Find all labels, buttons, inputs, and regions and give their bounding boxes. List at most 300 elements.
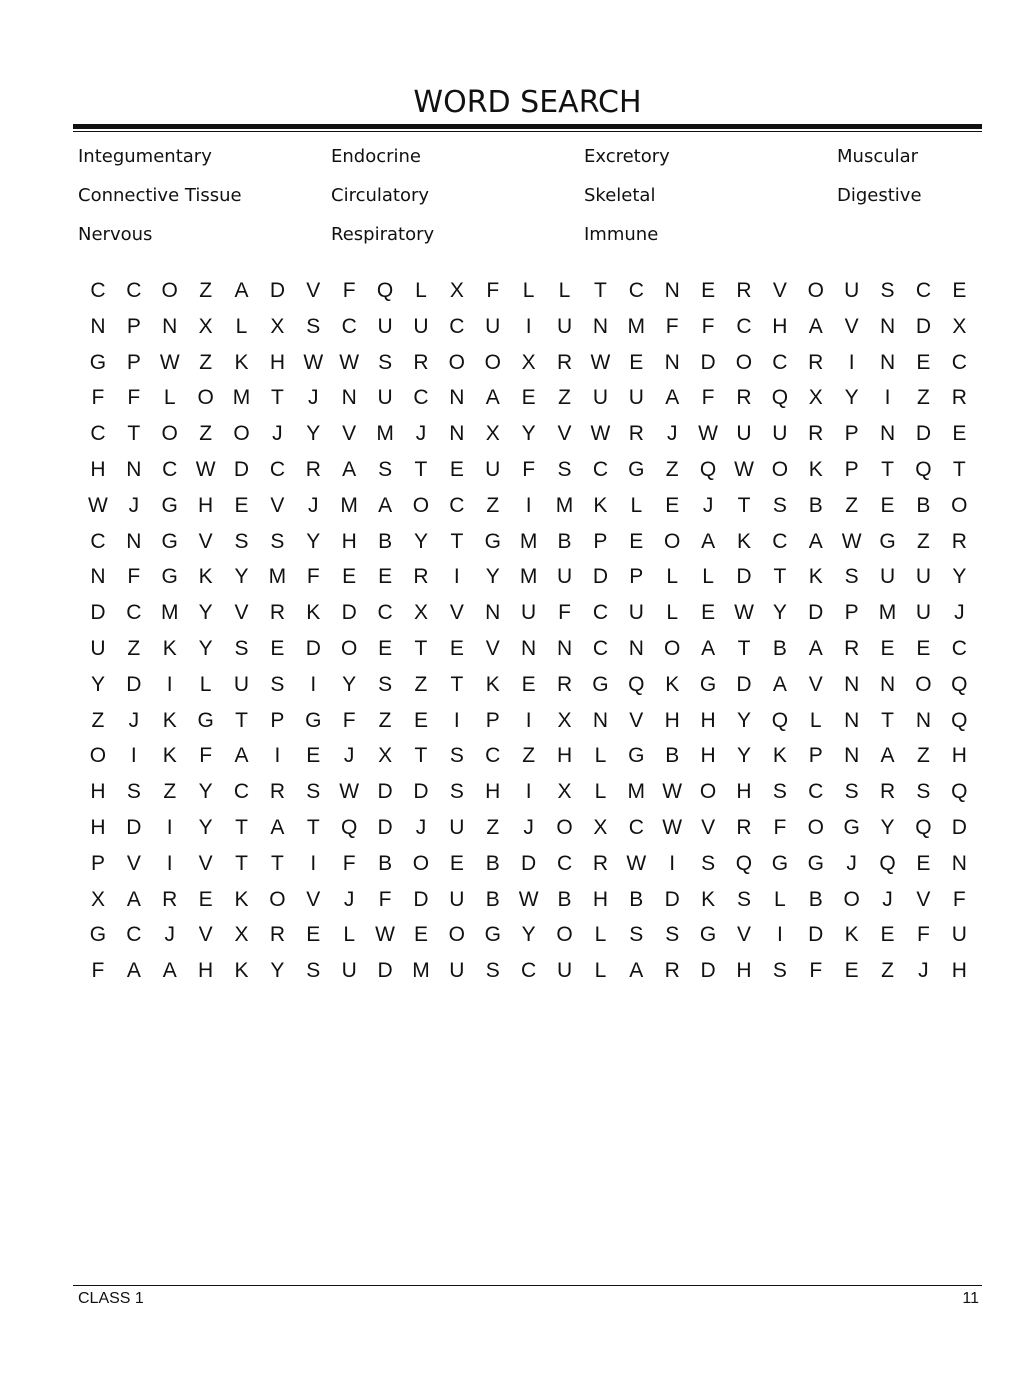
grid-letter: K [234, 959, 249, 983]
grid-letter: O [341, 636, 358, 660]
grid-letter: D [377, 815, 393, 839]
grid-letter: F [127, 386, 141, 410]
grid-letter: G [879, 529, 896, 553]
grid-letter: E [449, 457, 464, 481]
grid-letter: O [951, 493, 968, 517]
grid-letter: Z [917, 529, 930, 553]
grid-letter: B [808, 887, 823, 911]
grid-letter: H [90, 457, 106, 481]
grid-letter: D [700, 959, 716, 983]
grid-letter: D [341, 601, 357, 625]
grid-letter: X [593, 815, 608, 839]
grid-letter: L [343, 923, 356, 947]
grid-letter: N [449, 422, 465, 446]
grid-letter: S [270, 672, 285, 696]
grid-letter: C [592, 636, 608, 660]
grid-letter: I [525, 493, 532, 517]
grid-letter: E [952, 422, 967, 446]
grid-letter: W [195, 457, 216, 481]
grid-letter: F [522, 457, 536, 481]
grid-letter: P [270, 708, 285, 732]
grid-letter: X [198, 314, 213, 338]
grid-letter: S [306, 780, 321, 804]
grid-letter: K [306, 601, 321, 625]
grid-letter: O [161, 279, 178, 302]
grid-letter: E [844, 959, 859, 983]
grid-letter: P [485, 708, 500, 732]
grid-letter: I [525, 314, 532, 338]
grid-letter: H [736, 780, 752, 804]
grid-letter: I [310, 851, 317, 875]
grid-letter: B [378, 851, 393, 875]
grid-letter: A [234, 744, 249, 768]
grid-letter: C [90, 422, 106, 446]
grid-letter: S [270, 529, 285, 553]
grid-letter: X [808, 386, 823, 410]
grid-letter: K [234, 350, 249, 374]
grid-letter: W [626, 851, 647, 875]
grid-letter: T [737, 493, 751, 517]
grid-letter: G [89, 923, 107, 947]
grid-letter: F [701, 314, 715, 338]
grid-letter: T [952, 457, 966, 481]
grid-letter: H [951, 744, 967, 768]
grid-letter: Z [522, 744, 536, 768]
grid-letter: M [232, 386, 251, 410]
grid-letter: N [521, 636, 537, 660]
grid-letter: B [808, 493, 823, 517]
grid-letter: E [270, 636, 285, 660]
grid-letter: Y [521, 923, 536, 947]
grid-letter: E [342, 565, 357, 589]
grid-letter: P [90, 851, 105, 875]
grid-letter: R [808, 422, 824, 446]
grid-letter: E [413, 923, 428, 947]
grid-letter: Q [879, 851, 896, 875]
grid-letter: R [879, 780, 896, 804]
grid-letter: L [702, 565, 714, 589]
grid-letter: J [523, 815, 534, 839]
grid-letter: K [162, 708, 177, 732]
grid-letter: B [665, 744, 680, 768]
grid-letter: U [844, 279, 860, 302]
grid-letter: N [879, 350, 896, 374]
grid-letter: M [555, 493, 574, 517]
grid-letter: T [737, 636, 751, 660]
grid-letter: Z [558, 386, 571, 410]
grid-letter: Z [127, 636, 141, 660]
grid-letter: V [844, 314, 859, 338]
grid-letter: S [629, 923, 644, 947]
grid-letter: H [556, 744, 573, 768]
grid-letter: E [449, 851, 464, 875]
grid-letter: B [629, 887, 644, 911]
grid-letter: F [199, 744, 213, 768]
grid-letter: W [159, 350, 180, 374]
grid-letter: S [557, 457, 572, 481]
grid-letter: Y [234, 565, 249, 589]
grid-letter: W [662, 780, 683, 804]
grid-letter: X [557, 708, 572, 732]
grid-letter: Z [917, 744, 930, 768]
grid-letter: N [162, 314, 178, 338]
grid-letter: C [592, 601, 608, 625]
grid-letter: N [844, 708, 860, 732]
grid-letter: C [772, 350, 788, 374]
grid-letter: M [627, 314, 646, 338]
grid-letter: X [485, 422, 500, 446]
grid-letter: N [341, 386, 357, 410]
grid-letter: A [880, 744, 895, 768]
grid-letter: J [343, 744, 355, 768]
grid-letter: Y [306, 529, 321, 553]
grid-letter: V [306, 887, 321, 911]
grid-letter: M [412, 959, 430, 983]
grid-letter: U [556, 565, 573, 589]
grid-letter: T [881, 457, 894, 481]
grid-letter: E [521, 386, 536, 410]
grid-letter: C [449, 314, 465, 338]
grid-letter: C [951, 350, 967, 374]
grid-letter: J [954, 601, 965, 625]
grid-letter: L [235, 314, 248, 338]
grid-letter: C [628, 279, 644, 302]
grid-letter: D [808, 923, 824, 947]
grid-letter: J [128, 493, 140, 517]
page-number: 11 [962, 1290, 979, 1307]
grid-letter: T [450, 529, 464, 553]
grid-letter: X [234, 923, 249, 947]
grid-letter: P [844, 457, 859, 481]
grid-letter: B [916, 493, 931, 517]
grid-letter: V [234, 601, 249, 625]
grid-letter: T [773, 565, 787, 589]
grid-letter: T [235, 815, 248, 839]
grid-letter: U [772, 422, 788, 446]
grid-letter: U [951, 923, 967, 947]
grid-letter: F [306, 565, 320, 589]
grid-letter: H [772, 314, 788, 338]
grid-letter: D [377, 959, 393, 983]
grid-letter: C [592, 457, 608, 481]
grid-letter: W [518, 887, 539, 911]
grid-letter: T [414, 744, 428, 768]
grid-letter: W [662, 815, 683, 839]
grid-letter: N [879, 422, 896, 446]
grid-letter: G [628, 744, 645, 768]
grid-letter: B [485, 851, 500, 875]
grid-letter: V [342, 422, 357, 446]
grid-letter: C [126, 923, 142, 947]
grid-letter: O [664, 529, 681, 553]
grid-letter: I [166, 672, 173, 696]
grid-letter: W [303, 350, 324, 374]
grid-letter: X [378, 744, 393, 768]
grid-letter: J [128, 708, 140, 732]
grid-letter: K [808, 457, 823, 481]
grid-letter: S [665, 923, 680, 947]
grid-letter: E [916, 350, 931, 374]
grid-letter: T [127, 422, 141, 446]
grid-letter: B [378, 529, 393, 553]
grid-letter: N [915, 708, 932, 732]
grid-letter: A [701, 636, 716, 660]
grid-letter: O [448, 350, 466, 374]
grid-letter: C [162, 457, 178, 481]
grid-letter: L [199, 672, 212, 696]
grid-letter: I [884, 386, 891, 410]
grid-letter: L [594, 780, 607, 804]
grid-letter: N [449, 386, 465, 410]
grid-letter: U [341, 959, 357, 983]
title-rule-thin [73, 131, 982, 132]
grid-letter: E [629, 529, 644, 553]
grid-letter: L [809, 708, 822, 732]
grid-letter: U [377, 314, 393, 338]
grid-letter: O [915, 672, 932, 696]
grid-letter: U [413, 314, 429, 338]
grid-letter: V [701, 815, 716, 839]
grid-letter: Y [485, 565, 500, 589]
footer-rule [73, 1285, 982, 1286]
grid-letter: F [665, 314, 679, 338]
grid-letter: R [592, 851, 608, 875]
grid-letter: F [701, 386, 715, 410]
grid-letter: M [340, 493, 358, 517]
grid-letter: R [951, 529, 967, 553]
grid-letter: D [664, 887, 680, 911]
word-list-item: Excretory [584, 146, 670, 167]
grid-letter: K [701, 887, 716, 911]
grid-letter: D [915, 422, 932, 446]
grid-letter: V [198, 923, 213, 947]
grid-letter: G [89, 350, 107, 374]
grid-letter: F [952, 887, 966, 911]
grid-letter: M [268, 565, 287, 589]
grid-letter: Q [341, 815, 358, 839]
grid-letter: J [415, 815, 427, 839]
grid-letter: U [556, 959, 573, 983]
grid-letter: C [915, 279, 932, 302]
grid-letter: N [628, 636, 644, 660]
grid-letter: H [951, 959, 967, 983]
word-list-item: Respiratory [331, 224, 435, 245]
grid-letter: X [90, 887, 105, 911]
grid-letter: J [415, 422, 427, 446]
grid-letter: R [413, 565, 429, 589]
grid-letter: S [880, 279, 895, 302]
grid-letter: A [808, 636, 823, 660]
grid-letter: F [342, 708, 356, 732]
grid-letter: X [270, 314, 285, 338]
grid-letter: Y [198, 815, 213, 839]
grid-letter: Y [413, 529, 428, 553]
grid-letter: T [270, 386, 284, 410]
grid-letter: A [701, 529, 716, 553]
grid-letter: S [449, 744, 464, 768]
grid-letter: S [844, 780, 859, 804]
grid-letter: G [197, 708, 214, 732]
grid-letter: Q [771, 708, 789, 732]
grid-letter: Y [521, 422, 536, 446]
grid-letter: C [90, 279, 106, 302]
grid-letter: G [592, 672, 609, 696]
grid-letter: O [89, 744, 107, 768]
grid-letter: F [486, 279, 500, 302]
grid-letter: C [126, 601, 142, 625]
grid-letter: L [522, 279, 535, 302]
grid-letter: T [450, 672, 464, 696]
grid-letter: H [269, 350, 285, 374]
grid-letter: T [235, 851, 248, 875]
grid-letter: J [308, 386, 319, 410]
grid-letter: E [629, 350, 644, 374]
grid-letter: Z [414, 672, 428, 696]
grid-letter: U [233, 672, 250, 696]
grid-letter: K [234, 887, 249, 911]
grid-letter: Y [90, 672, 105, 696]
grid-letter: O [412, 851, 430, 875]
grid-letter: C [233, 780, 250, 804]
grid-letter: A [629, 959, 644, 983]
grid-letter: R [556, 350, 573, 374]
grid-letter: L [594, 959, 607, 983]
grid-letter: U [556, 314, 573, 338]
grid-letter: R [736, 386, 752, 410]
grid-letter: Y [880, 815, 895, 839]
grid-letter: V [198, 851, 213, 875]
grid-letter: M [160, 601, 179, 625]
grid-letter: E [880, 636, 895, 660]
grid-letter: Y [270, 959, 285, 983]
grid-letter: B [557, 887, 572, 911]
grid-letter: R [162, 887, 178, 911]
grid-letter: C [341, 314, 357, 338]
grid-letter: K [665, 672, 680, 696]
grid-letter: U [879, 565, 896, 589]
grid-letter: V [306, 279, 321, 302]
footer-class-label: CLASS 1 [78, 1290, 144, 1307]
grid-letter: Q [699, 457, 717, 481]
grid-letter: O [197, 386, 214, 410]
word-list-item: Nervous [78, 224, 153, 245]
word-list [78, 143, 982, 260]
grid-letter: Q [735, 851, 753, 875]
grid-letter: H [736, 959, 752, 983]
grid-letter: Q [951, 672, 968, 696]
grid-letter: I [274, 744, 281, 768]
grid-letter: D [126, 672, 142, 696]
grid-letter: X [952, 314, 967, 338]
grid-letter: U [485, 314, 501, 338]
grid-letter: P [844, 422, 859, 446]
grid-letter: I [669, 851, 676, 875]
grid-letter: O [233, 422, 250, 446]
grid-letter: F [342, 279, 356, 302]
grid-letter: D [305, 636, 321, 660]
grid-letter: C [736, 314, 752, 338]
grid-letter: V [270, 493, 285, 517]
grid-letter: U [449, 959, 465, 983]
grid-letter: E [413, 708, 428, 732]
grid-letter: Z [917, 386, 930, 410]
grid-letter: E [378, 565, 393, 589]
grid-letter: S [306, 959, 321, 983]
grid-letter: G [771, 851, 789, 875]
grid-letter: S [844, 565, 859, 589]
grid-letter: U [628, 601, 644, 625]
grid-letter: H [198, 959, 214, 983]
grid-letter: E [880, 923, 895, 947]
grid-letter: N [664, 279, 680, 302]
grid-letter: P [126, 350, 141, 374]
grid-letter: O [448, 923, 466, 947]
grid-letter: V [449, 601, 464, 625]
grid-letter: R [664, 959, 680, 983]
grid-letter: E [952, 279, 967, 302]
grid-letter: S [485, 959, 500, 983]
grid-letter: N [126, 529, 142, 553]
grid-letter: U [485, 457, 501, 481]
grid-letter: E [306, 744, 321, 768]
grid-letter: P [844, 601, 859, 625]
grid-letter: K [485, 672, 500, 696]
grid-letter: F [917, 923, 930, 947]
grid-letter: K [162, 744, 177, 768]
grid-letter: P [126, 314, 141, 338]
grid-letter: F [127, 565, 141, 589]
word-list-item: Connective Tissue [78, 185, 242, 206]
grid-letter: I [525, 780, 532, 804]
grid-letter: L [774, 887, 786, 911]
grid-letter: X [449, 279, 464, 302]
grid-letter: A [485, 386, 500, 410]
grid-letter: D [90, 601, 106, 625]
grid-letter: W [88, 493, 108, 517]
grid-letter: N [844, 672, 860, 696]
grid-letter: S [378, 672, 393, 696]
grid-letter: J [918, 959, 929, 983]
grid-letter: O [412, 493, 430, 517]
grid-letter: D [126, 815, 142, 839]
grid-letter: E [378, 636, 393, 660]
grid-letter: S [772, 493, 787, 517]
grid-letter: X [413, 601, 428, 625]
grid-letter: G [628, 457, 645, 481]
grid-letter: D [700, 350, 716, 374]
grid-letter: I [166, 851, 173, 875]
grid-letter: J [702, 493, 714, 517]
grid-letter: M [627, 780, 646, 804]
grid-letter: H [341, 529, 357, 553]
grid-letter: C [377, 601, 393, 625]
grid-letter: Z [665, 457, 679, 481]
grid-letter: C [485, 744, 501, 768]
grid-letter: Q [915, 457, 932, 481]
word-list-item: Integumentary [78, 146, 212, 167]
grid-letter: I [453, 565, 460, 589]
grid-letter: W [339, 350, 360, 374]
grid-letter: C [556, 851, 573, 875]
grid-letter: R [305, 457, 321, 481]
grid-letter: R [269, 923, 285, 947]
grid-letter: N [879, 672, 896, 696]
grid-letter: O [556, 923, 573, 947]
grid-letter: Z [199, 279, 213, 302]
grid-letter: A [808, 314, 823, 338]
grid-letter: O [807, 279, 824, 302]
grid-letter: Z [378, 708, 392, 732]
